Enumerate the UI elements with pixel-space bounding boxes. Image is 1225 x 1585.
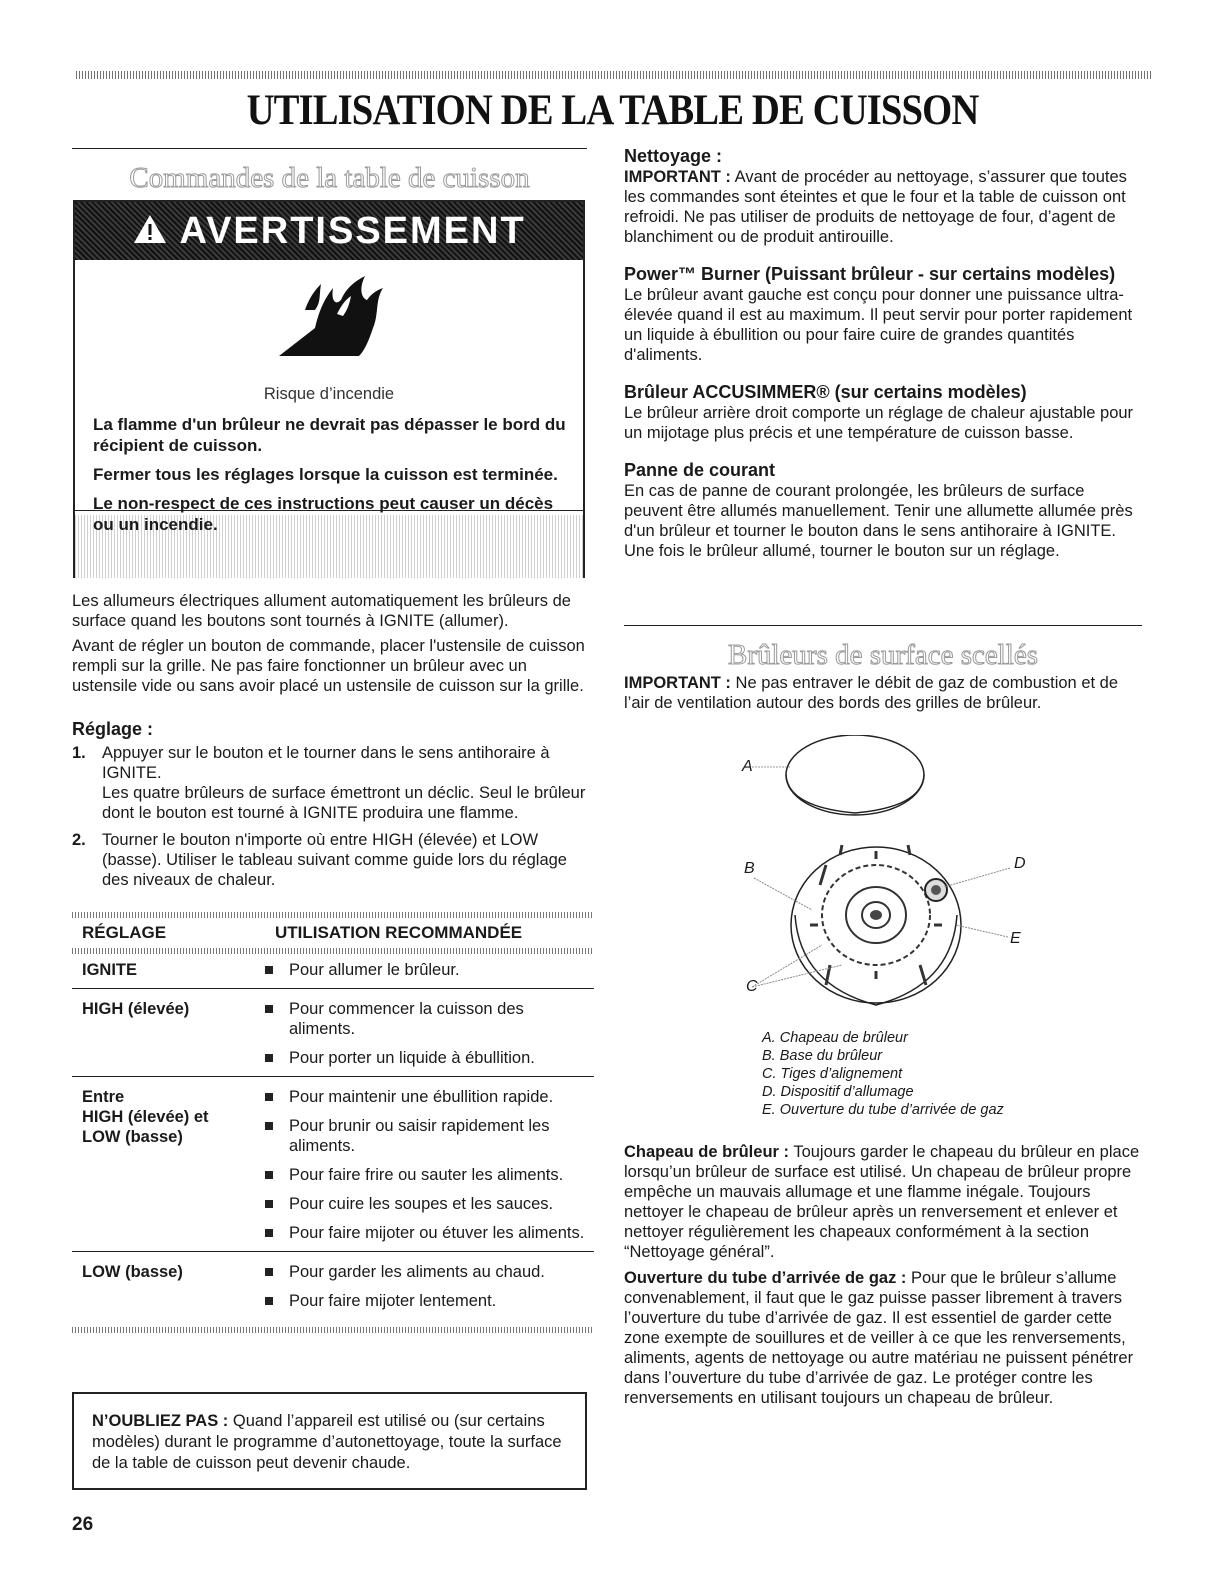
step-number: 2. [72,831,86,849]
important-body: Ne pas entraver le débit de gaz de combustion et de l’air de ventilation autour des bords des grilles de brûleur. [624,674,1119,712]
table-cell-text: Pour cuire les soupes et les sauces. [289,1195,554,1213]
section-rule-left [72,148,587,149]
section-title-commandes: Commandes de la table de cuisson [129,162,530,194]
leader-b [754,878,812,910]
warning-triangle-icon [132,204,168,262]
diagram-captions [762,1029,1142,1119]
table-cell-item [265,1087,585,1107]
leader-e [956,925,1008,937]
nettoyage-body: Avant de procéder au nettoyage, s’assurer que toutes les commandes sont éteintes et que le four et la table de cuisson ont refroidi. Ne pas utiliser de produits de nettoyage de four, d’agent de blanchiment ou de produit antirouille. [624,168,1127,246]
important-label: IMPORTANT : [624,674,731,692]
warning-line-1: La flamme d'un brûleur ne devrait pas dépasser le bord du récipient de cuisson. [93,415,566,455]
table-row [72,1252,594,1319]
table-cell-item [265,960,585,980]
warning-line-3: Le non-respect de ces instructions peut causer un décès ou un incendie. [93,494,554,534]
table-header-reglage: RÉGLAGE [82,923,167,942]
top-rule [76,71,1152,79]
step-text: Tourner le bouton n'importe où entre HIGH (élevée) et LOW (basse). Utiliser le tableau suivant comme guide lors du réglage des niveaux de chaleur. [102,831,567,889]
table-body [72,954,594,1319]
warning-header [75,202,583,260]
ouverture-label: Ouverture du tube d’arrivée de gaz : [624,1269,907,1287]
note-box [72,1392,587,1490]
note-label: N’OUBLIEZ PAS : [92,1412,229,1430]
table-cell-text: Pour faire mijoter ou étuver les aliments. [289,1224,585,1242]
table-row-label: LOW (basse) [82,1263,183,1281]
nettoyage-label: IMPORTANT : [624,168,731,186]
table-cell-item [265,1194,585,1214]
table-cell-text: Pour faire mijoter lentement. [289,1292,497,1310]
accusimmer-text: Le brûleur arrière droit comporte un réglage de chaleur ajustable pour un mijotage plus précis et une température de cuisson basse. [624,404,1134,442]
step-text: Appuyer sur le bouton et le tourner dans le sens antihoraire à IGNITE. [102,744,550,782]
diagram-label-e: E [1010,930,1021,947]
warning-line-2: Fermer tous les réglages lorsque la cuisson est terminée. [93,465,558,484]
step-2 [72,830,587,890]
table-row-label: Entre HIGH (élevée) et LOW (basse) [82,1088,209,1146]
bullet-icon [265,1054,273,1062]
leader-d [944,868,1010,887]
note-body: Quand l’appareil est utilisé ou (sur certains modèles) durant le programme d’autonettoyage, toute la surface de la table de cuisson peut devenir chaude. [92,1412,562,1472]
warning-header-text: AVERTISSEMENT [179,210,526,252]
bullet-icon [265,1297,273,1305]
caption-d: D. Dispositif d’allumage [762,1084,914,1100]
page-title: UTILISATION DE LA TABLE DE CUISSON [246,87,979,134]
panne-text: En cas de panne de courant prolongée, les brûleurs de surface peuvent être allumés manuellement. Tenir une allumette allumée près d'un brûleur et tourner le bouton dans le sens antihoraire à IGNITE. Une fois le brûleur allumé, tourner le bouton sur un réglage. [624,482,1133,560]
table-cell-text: Pour garder les aliments au chaud. [289,1263,545,1281]
leader-c1 [752,945,822,987]
table-header-utilisation: UTILISATION RECOMMANDÉE [275,923,523,942]
table-row [72,954,594,989]
table-cell-item [265,1048,585,1068]
table-cell-text: Pour porter un liquide à ébullition. [289,1049,535,1067]
para-avant-regler: Avant de régler un bouton de commande, placer l'ustensile de cuisson rempli sur la grille. Ne pas faire fonctionner un brûleur avec un ustensile vide ou sans avoir placé un ustensile de cuisson sur la grille. [72,637,585,695]
table-row-label: IGNITE [82,961,138,979]
table-cell-item [265,1291,585,1311]
bullet-icon [265,1268,273,1276]
nettoyage-text [624,167,1144,247]
table-cell-item [265,1116,585,1156]
caption-e: E. Ouverture du tube d’arrivée de gaz [762,1102,1004,1118]
burner-diagram [730,735,1040,1025]
table-row [72,989,594,1077]
table-row-label: HIGH (élevée) [82,1000,190,1018]
caption-a: A. Chapeau de brûleur [762,1030,908,1046]
nettoyage-heading: Nettoyage : [624,146,723,166]
right-column-top [624,145,1144,561]
table-cell-text: Pour commencer la cuisson des aliments. [289,1000,524,1038]
ouverture-text [624,1268,1142,1408]
bullet-icon [265,1171,273,1179]
diagram-label-b: B [744,860,755,877]
table-cell-text: Pour brunir ou saisir rapidement les aliments. [289,1117,550,1155]
fire-hazard-icon [275,270,387,365]
power-burner-heading: Power™ Burner (Puissant brûleur - sur certains modèles) [624,264,1116,284]
burner-base-drawing [791,845,961,1005]
burner-cap-drawing [786,735,924,815]
chapeau-text [624,1142,1142,1262]
section-rule-right [624,625,1142,626]
table-cell-item [265,1165,585,1185]
table-cell-item [265,1262,585,1282]
bullet-icon [265,1005,273,1013]
caption-c: C. Tiges d’alignement [762,1066,903,1082]
reglage-heading: Réglage : [72,719,154,739]
bullet-icon [265,1229,273,1237]
bullet-icon [265,1093,273,1101]
table-cell-text: Pour allumer le brûleur. [289,961,460,979]
table-cell-item [265,999,585,1039]
panne-heading: Panne de courant [624,460,776,480]
table-row [72,1077,594,1252]
table-header [72,918,594,948]
bullet-icon [265,1122,273,1130]
caption-b: B. Base du brûleur [762,1048,883,1064]
diagram-label-a: A [742,758,753,775]
settings-table [72,912,594,1333]
page-number: 26 [72,1514,94,1535]
note-text [92,1411,570,1474]
step-number: 1. [72,744,86,762]
para-allumeurs: Les allumeurs électriques allument automatiquement les brûleurs de surface quand les boutons sont tournés à IGNITE (allumer). [72,592,571,630]
section-title-bruleurs: Brûleurs de surface scellés [727,639,1038,671]
step-1 [72,743,587,823]
table-bottom-rule [72,1327,594,1333]
diagram-label-c: C [746,978,758,995]
right-column-bottom [624,1142,1142,1408]
diagram-label-d: D [1014,855,1026,872]
step-subtext: Les quatre brûleurs de surface émettront un déclic. Seul le brûleur dont le bouton est tourné à IGNITE produira une flamme. [102,784,586,822]
chapeau-label: Chapeau de brûleur : [624,1143,790,1161]
bullet-icon [265,966,273,974]
power-burner-text: Le brûleur avant gauche est conçu pour donner une puissance ultra-élevée quand il est au maximum. Il peut servir pour porter rapidement un liquide à ébullition ou pour faire cuire de grandes quantités d'aliments. [624,286,1133,364]
chapeau-body: Toujours garder le chapeau du brûleur en place lorsqu’un brûleur de surface est utilisé. Un chapeau de brûleur propre empêche un mauvais allumage et une flamme inégale. Toujours nettoyer le chapeau de brûleur après un renversement et enlever et nettoyer régulièrement les chapeaux conformément à la section “Nettoyage général”. [624,1143,1140,1261]
accusimmer-heading: Brûleur ACCUSIMMER® (sur certains modèles) [624,382,1027,402]
table-cell-item [265,1223,585,1243]
warning-subtitle: Risque d’incendie [263,385,395,403]
table-cell-text: Pour maintenir une ébullition rapide. [289,1088,554,1106]
warning-box [73,200,585,578]
important-text [624,673,1142,713]
ouverture-body: Pour que le brûleur s’allume convenablement, il faut que le gaz puisse passer librement à travers l’ouverture du tube d’arrivée de gaz. Il est essentiel de garder cette zone exempte de souillures et de veiller à ce que les renversements, aliments, agents de nettoyage ou autre matériau ne puissent pénétrer dans l’ouverture du tube d’arrivée de gaz. Le protéger contre les renversements en utilisant toujours un chapeau de brûleur. [624,1269,1134,1407]
steps-list [72,743,587,890]
table-cell-text: Pour faire frire ou sauter les aliments. [289,1166,564,1184]
bullet-icon [265,1200,273,1208]
